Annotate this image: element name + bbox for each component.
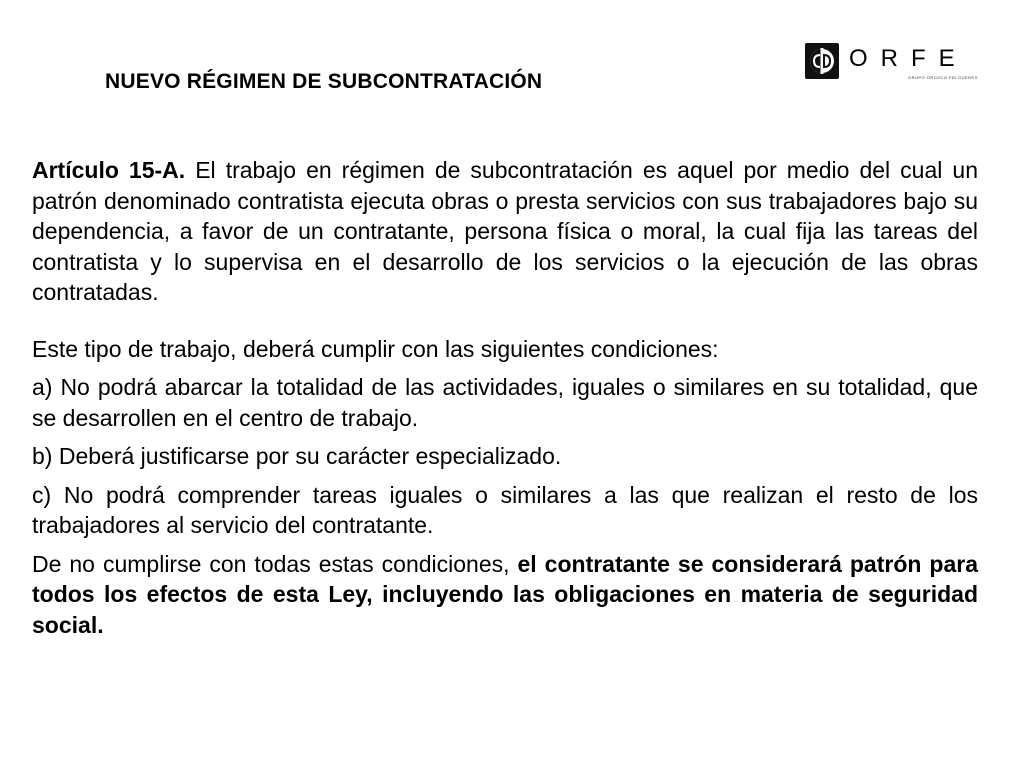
orfe-logo-icon [805,43,839,79]
logo-tagline: GRUPO OROZCO-FELGUERES [908,75,978,80]
closing-paragraph [32,549,978,641]
condition-c: c) No podrá comprender tareas iguales o similares a las que realizan el resto de los trabajadores al servicio del contratante. [32,481,978,538]
article-text: El trabajo en régimen de subcontratación es aquel por medio del cual un patrón denominado contratista ejecuta obras o presta servicios con sus trabajadores bajo su dependencia, a favor de un contratante, persona física o moral, la cual fija las tareas del contratista y lo supervisa en el desarrollo de los servicios o la ejecución de las obras contratadas. [32,157,978,305]
article-paragraph [32,155,978,308]
condition-a: a) No podrá abarcar la totalidad de las actividades, iguales o similares en su totalidad, que se desarrollen en el centro de trabajo. [32,374,978,431]
article-label: Artículo 15-A. [32,157,186,183]
page-title: NUEVO RÉGIMEN DE SUBCONTRATACIÓN [105,70,543,93]
logo-wordmark: ORFE [849,45,968,72]
article-body [32,155,978,640]
condition-b: b) Deberá justificarse por su carácter especializado. [32,443,562,469]
conditions-intro: Este tipo de trabajo, deberá cumplir con las siguientes condiciones: [32,335,719,362]
company-logo [805,43,985,85]
closing-bold-text: el contratante se considerará patrón para todos los efectos de esta Ley, incluyendo las obligaciones en materia de seguridad social. [32,550,978,638]
closing-text: De no cumplirse con todas estas condiciones, [32,550,510,577]
